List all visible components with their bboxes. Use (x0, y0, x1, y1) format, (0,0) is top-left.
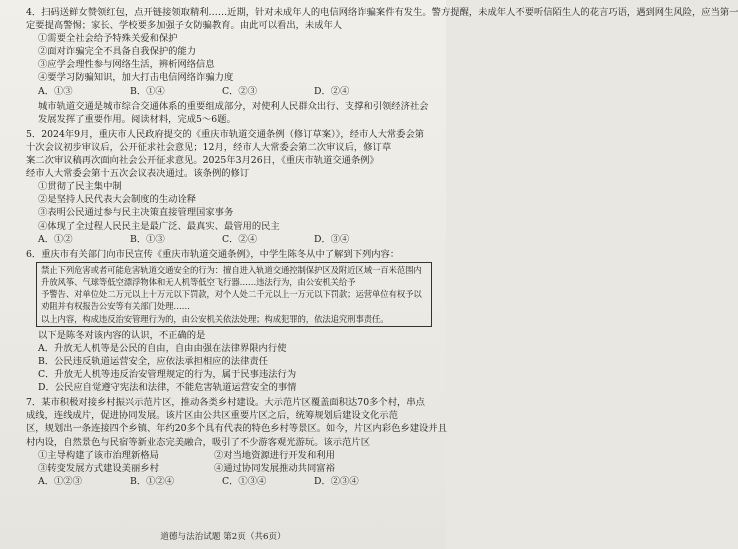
question-5-option-3: ③表明公民通过参与民主决策直接管理国家事务 (38, 207, 234, 219)
question-5-option-4: ④体现了全过程人民民主是最广泛、最真实、最管用的民主 (38, 220, 280, 232)
question-6-question: 以下是陈冬对该内容的认识，不正确的是 (38, 329, 206, 341)
page-footer: 道德与法治试题 第2页（共6页） (160, 532, 286, 542)
answer-a: A．①③ (38, 85, 73, 97)
answer-b: B．①②④ (130, 475, 175, 487)
answer-b: B．①③ (130, 233, 165, 245)
question-4 (26, 6, 738, 98)
question-6-choice-b: B．公民违反轨道运营安全，应依法承担相应的法律责任 (38, 355, 268, 367)
answer-d: D．③④ (314, 233, 350, 245)
question-7-options-row-1 (26, 449, 432, 462)
answer-c: C．①③④ (222, 475, 267, 487)
question-4-option-1: ①需要全社会给予特殊关爱和保护 (38, 33, 178, 45)
answer-d: D．②③④ (314, 475, 359, 487)
answer-a: A．①②③ (38, 475, 82, 487)
question-7-answers (26, 475, 432, 488)
material-intro (26, 100, 432, 126)
question-5-option-2: ②是坚持人民代表大会制度的生动诠释 (38, 194, 197, 206)
question-7-option-1: ①主导构建了该市治理新格局 (38, 449, 159, 461)
answer-c: C．②③ (222, 85, 258, 97)
question-4-answers (26, 85, 432, 98)
question-7-option-4: ④通过协同发展推动共同富裕 (214, 462, 335, 474)
answer-b: B．①④ (130, 85, 165, 97)
regulation-excerpt-box (36, 262, 432, 327)
question-4-stem-line-2: 定要提高警惕；家长、学校要多加强子女防骗教育。由此可以看出，未成年人 (26, 20, 343, 32)
question-7-option-2: ②对当地资源进行开发和利用 (214, 449, 335, 461)
question-4-option-4: ④要学习防骗知识，加大打击电信网络诈骗力度 (38, 72, 234, 84)
question-4-option-3: ③应学会理性参与网络生活，辨析网络信息 (38, 59, 215, 71)
answer-a: A．①② (38, 233, 73, 245)
question-5-option-1: ①贯彻了民主集中制 (38, 181, 122, 193)
regulation-excerpt-para-2: 予警告、对单位处二万元以上十万元以下罚款，对个人处二千元以上一万元以下罚款；运营单位有权予以劝阻并有权报告公安等有关部门处理…… (41, 289, 422, 312)
question-5-stem-line-2: 案二次审议稿再次面向社会公开征求意见。2025年3月26日，《重庆市轨道交通条例》 (26, 155, 379, 167)
question-6-lead: 6．重庆市有关部门向市民宣传《重庆市轨道交通条例》，中学生陈冬从中了解到下列内容： (26, 248, 400, 260)
question-7-stem-line-1: 7．某市积极对接乡村振兴示范片区，推动各类乡村建设。大示范片区覆盖面积达70多个村，串点成线，连线成片，促进协同发展。该片区由公共区重要片区之后，统筹规划后建设文化示范 (26, 397, 425, 422)
question-6-choice-c: C．升放无人机等违反治安管理规定的行为，属于民事违法行为 (38, 369, 297, 381)
question-6-choice-d: D．公民应自觉遵守宪法和法律，不能危害轨道运营安全的事情 (38, 382, 297, 394)
regulation-excerpt-para-3: 以上内容，构成违反治安管理行为的，由公安机关依法处理；构成犯罪的，依法追究刑事责任。 (41, 313, 389, 324)
material-intro-text: 城市轨道交通是城市综合交通体系的重要组成部分，对使利人民群众出行、支撑和引领经济社会发展发挥了重要作用。阅读材料，完成5～6题。 (38, 100, 429, 125)
question-5-stem-line-3: 经市人大常委会第十五次会议表决通过。该条例的修订 (26, 168, 250, 180)
answer-c: C．②④ (222, 233, 258, 245)
question-7 (26, 396, 447, 488)
question-6-choice-a: A．升放无人机等是公民的自由，自由由强在法律界限内行使 (38, 342, 287, 354)
question-4-stem-line-1: 4．扫码送鲜女赞领红包，点开链接领取精利……近期，针对未成年人的电信网络诈骗案件有发生。警方提醒，未成年人不要听信陌生人的花言巧语，遇到网生风险，应当第一 (26, 7, 738, 18)
regulation-excerpt-para-1: 禁止下列危害或者可能危害轨道交通安全的行为：擅自进入轨道交通控制保护区及附近区域一百米范围内升放风筝、气球等低空漂浮物体和无人机等低空飞行器……违法行为，由公安机关给予 (41, 264, 422, 287)
answer-d: D．②④ (314, 85, 350, 97)
question-7-option-3: ③转变发展方式建设美丽乡村 (38, 462, 159, 474)
question-7-stem-line-2: 区，规划出一条连接四个乡镇、年约20多个具有代表的特色乡村等景区。如今，片区内彩色乡建设并且 (26, 423, 447, 435)
question-5-answers (26, 233, 432, 246)
question-7-options-row-2 (26, 462, 432, 475)
question-6 (26, 248, 432, 395)
question-5-stem-line-1: 5．2024年9月，重庆市人民政府提交的《重庆市轨道交通条例（修订草案）》，经市人大常委会第十次会议初步审议后，公开征求社会意见；12月，经市人大常委会第二次审议后，修订草 (26, 128, 425, 153)
question-7-stem-line-3: 村内设，自然景色与民宿等新业态完美融合，吸引了不少游客观光游玩。该示范片区 (26, 436, 370, 448)
question-5 (26, 128, 432, 246)
question-4-option-2: ②面对诈骗完全不具备自我保护的能力 (38, 46, 197, 58)
